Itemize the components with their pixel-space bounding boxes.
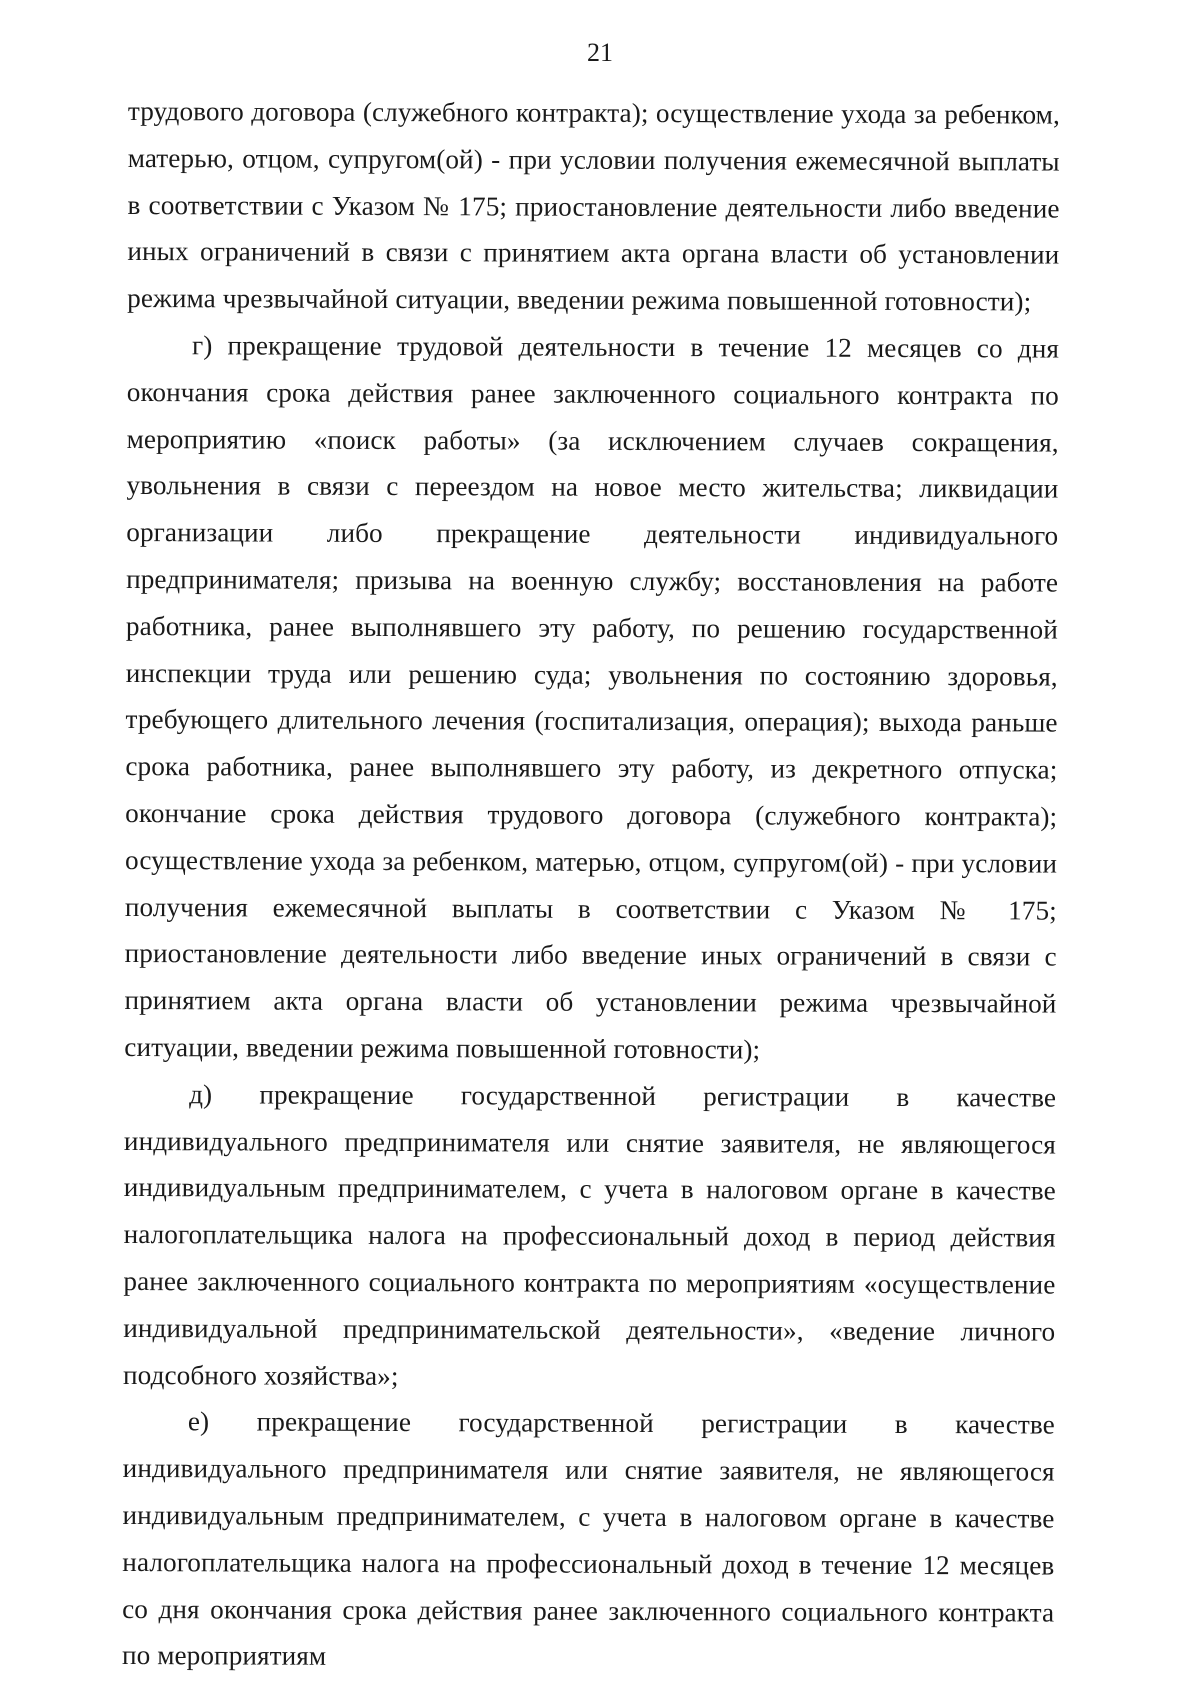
paragraph-item-d: д) прекращение государственной регистрации в качестве индивидуального предпринимателя или снятие заявителя, не являющегося индивидуальным предпринимателем, с учета в налоговом органе в качестве налогоплательщика налога на профессиональный доход в период действия ранее заключенного социального контракта по мероприятиям «осуществление индивидуальной предпринимательской деятельности», «ведение личного подсобного хозяйства»;: [123, 1078, 1057, 1391]
page-number: 21: [587, 38, 613, 67]
paragraph-item-e: е) прекращение государственной регистрации в качестве индивидуального предпринимателя или снятие заявителя, не являющегося индивидуальным предпринимателем, с учета в налоговом органе в качестве налогоплательщика налога на профессиональный доход в течение 12 месяцев со дня окончания срока действия ранее заключенного социального контракта по мероприятиям: [121, 1406, 1055, 1672]
document-body: [122, 88, 1060, 1683]
paragraph-item-g: г) прекращение трудовой деятельности в течение 12 месяцев со дня окончания срока действия ранее заключенного социального контракта по мероприятию «поиск работы» (за исключением случаев сокращения, увольнения в связи с переездом на новое место жительства; ликвидации организации либо прекращение деятельности индивидуального предпринимателя; призыва на военную службу; восстановления на работе работника, ранее выполнявшего эту работу, по решению государственной инспекции труда или решению суда; увольнения по состоянию здоровья, требующего длительного лечения (госпитализация, операция); выхода раньше срока работника, ранее выполнявшего эту работу, из декретного отпуска; окончание срока действия трудового договора (служебного контракта); осуществление ухода за ребенком, матерью, отцом, супругом(ой) - при условии получения ежемесячной выплаты в соответствии с Указом № 175; приостановление деятельности либо введение иных ограничений в связи с принятием акта органа власти об установлении режима чрезвычайной ситуации, введении режима повышенной готовности);: [124, 330, 1060, 1065]
paragraph-continuation: трудового договора (служебного контракта); осуществление ухода за ребенком, матерью, отцом, супругом(ой) - при условии получения ежемесячной выплаты в соответствии с Указом № 175; приостановление деятельности либо введение иных ограничений в связи с принятием акта органа власти об установлении режима чрезвычайной ситуации, введении режима повышенной готовности);: [127, 95, 1060, 317]
